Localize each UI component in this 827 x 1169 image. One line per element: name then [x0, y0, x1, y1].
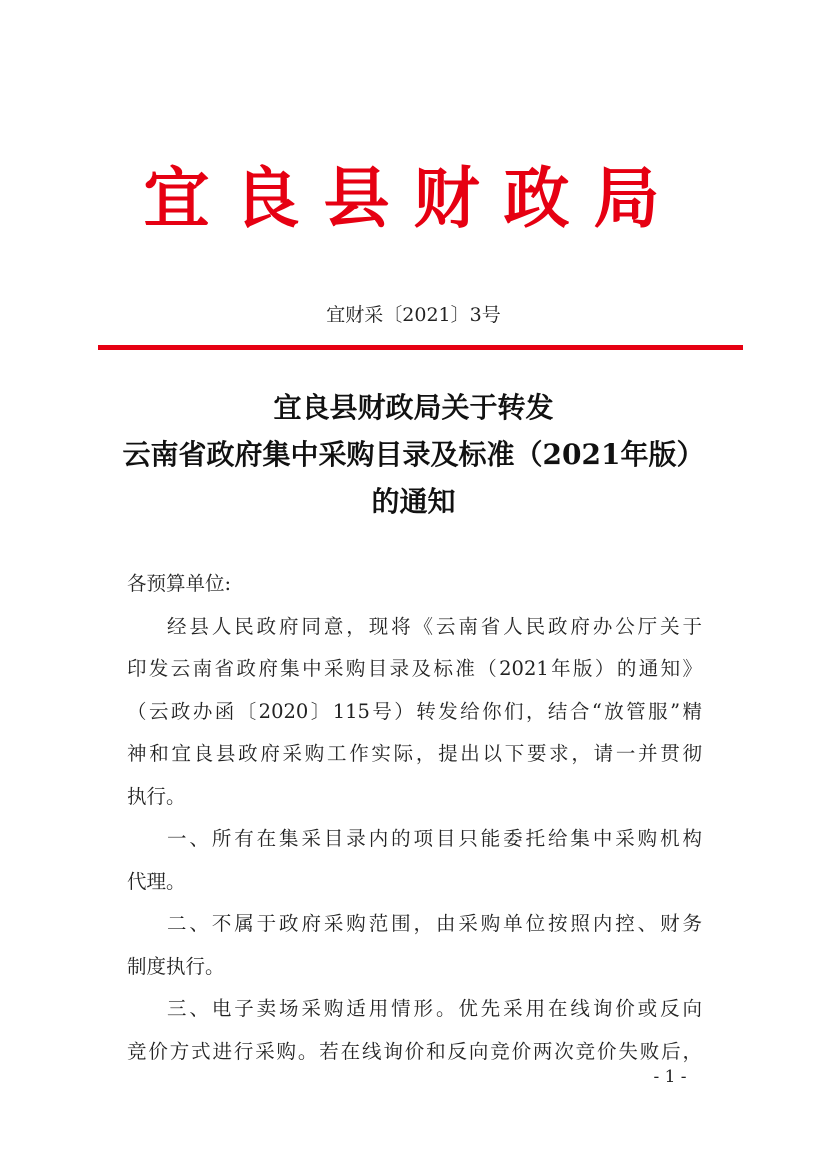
page-number: - 1 -: [653, 1067, 687, 1087]
paragraph-line: 制度执行。: [127, 954, 225, 978]
title-line-2: 云南省政府集中采购目录及标准（2021年版）: [122, 438, 705, 471]
red-header-rule: [98, 345, 743, 350]
paragraph-line: 一、所有在集采目录内的项目只能委托给集中采购机构: [167, 827, 702, 850]
document-number: 宜财采〔2021〕3号: [326, 304, 501, 326]
document-body: [127, 563, 702, 1073]
paragraph-line: 竞价方式进行采购。若在线询价和反向竞价两次竞价失败后，: [127, 1039, 702, 1063]
paragraph-line: 执行。: [127, 784, 186, 808]
title-line-3: 的通知: [371, 485, 456, 518]
paragraph-2: [127, 818, 702, 903]
paragraph-line: 代理。: [127, 869, 186, 893]
paragraph-3: [127, 903, 702, 988]
paragraph-1: [127, 606, 702, 819]
paragraph-4: [127, 988, 702, 1073]
paragraph-line: 神和宜良县政府采购工作实际，提出以下要求，请一并贯彻: [127, 742, 702, 765]
masthead-title: 宜良县财政局: [143, 159, 684, 237]
salutation: 各预算单位:: [127, 572, 232, 595]
paragraph-line: 印发云南省政府集中采购目录及标准（2021年版）的通知》: [127, 657, 702, 680]
title-line-1: 宜良县财政局关于转发: [273, 391, 554, 424]
paragraph-line: 经县人民政府同意，现将《云南省人民政府办公厅关于: [167, 614, 702, 638]
paragraph-line: （云政办函〔2020〕115号）转发给你们，结合“放管服”精: [127, 699, 702, 723]
paragraph-line: 二、不属于政府采购范围，由采购单位按照内控、财务: [167, 912, 702, 935]
paragraph-line: 三、电子卖场采购适用情形。优先采用在线询价或反向: [167, 997, 702, 1020]
document-title: [100, 384, 727, 525]
